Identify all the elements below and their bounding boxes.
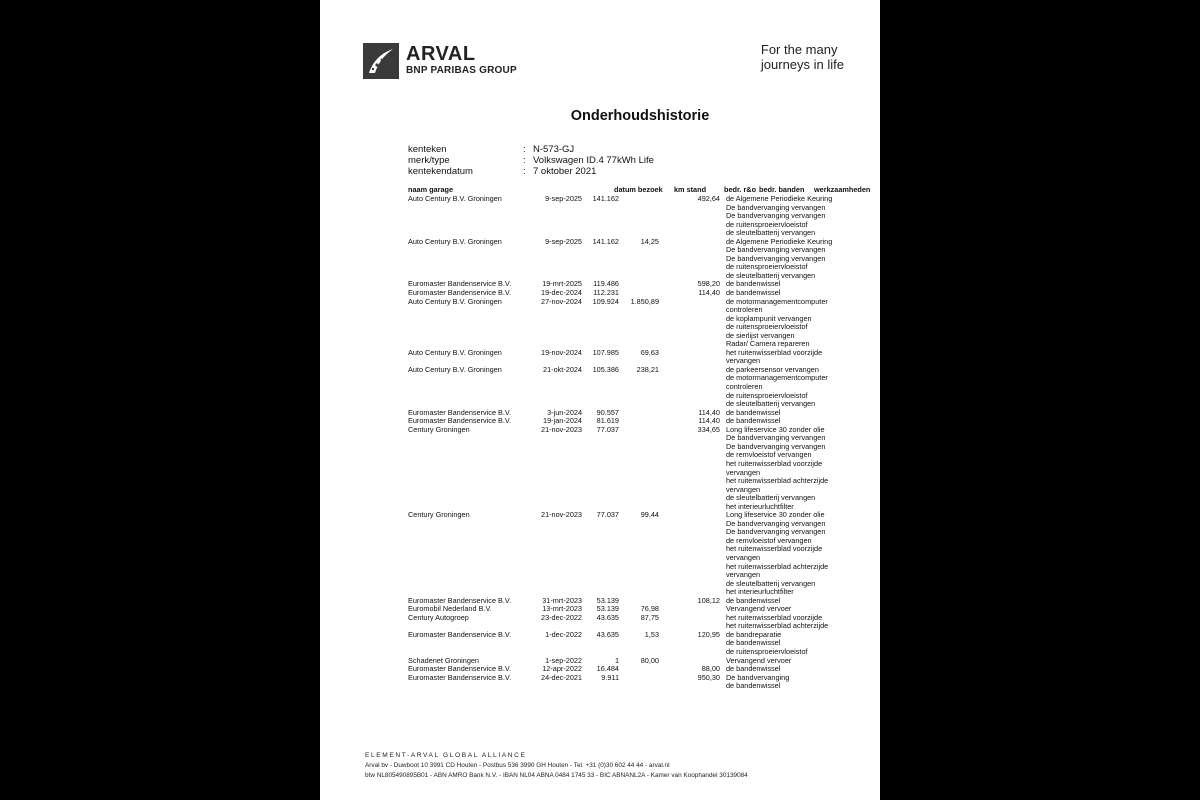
table-row xyxy=(408,323,868,332)
cell-work: de ruitensproeiervloeistof xyxy=(726,262,808,272)
cell-ro: 69,63 xyxy=(640,347,659,357)
cell-date: 19-jan-2024 xyxy=(543,416,582,426)
vehicle-info-value: N-573-GJ xyxy=(533,144,575,155)
cell-work: de parkeersensor vervangen xyxy=(726,364,819,374)
column-header-work: werkzaamheden xyxy=(814,185,871,194)
cell-garage: Euromaster Bandenservice B.V. xyxy=(408,288,512,298)
cell-band: 114,40 xyxy=(698,288,720,298)
cell-date: 3-jun-2024 xyxy=(547,407,582,417)
table-row xyxy=(408,477,868,486)
cell-band: 950,30 xyxy=(697,672,720,682)
cell-work: vervangen xyxy=(726,356,761,366)
cell-garage: Century Groningen xyxy=(408,510,470,520)
cell-work: de Algemene Periodieke Keuring xyxy=(726,236,833,246)
cell-work: de bandenwissel xyxy=(726,416,781,426)
table-row xyxy=(408,580,868,589)
table-row xyxy=(408,298,868,307)
table-row xyxy=(408,563,868,572)
cell-work: de sleutelbatterij vervangen xyxy=(726,270,816,280)
cell-ro: 1,53 xyxy=(644,629,659,639)
footer-address: Arval bv - Duwboot 10 3991 CD Houten - Postbus 536 3990 GH Houten - Tel. +31 (0)30 602 44 44 - arval.nl xyxy=(365,762,670,769)
cell-work: Long lifeservice 30 zonder olie xyxy=(726,510,825,520)
cell-work: De bandvervanging xyxy=(726,672,790,682)
vehicle-info-row xyxy=(408,166,654,177)
maintenance-table xyxy=(408,195,868,691)
cell-band: 334,65 xyxy=(697,424,720,434)
cell-work: de bandenwissel xyxy=(726,279,781,289)
cell-work: de ruitensproeiervloeistof xyxy=(726,322,808,332)
cell-band: 114,40 xyxy=(698,407,720,417)
cell-ro: 80,00 xyxy=(640,655,659,665)
footer-alliance: ELEMENT-ARVAL GLOBAL ALLIANCE xyxy=(365,752,527,759)
cell-km: 77.037 xyxy=(596,510,619,520)
cell-work: het ruitenwisserblad achterzijde xyxy=(726,621,829,631)
cell-date: 31-mrt-2023 xyxy=(542,595,582,605)
vehicle-info-key: kenteken xyxy=(408,144,447,155)
cell-work: Vervangend vervoer xyxy=(726,655,792,665)
cell-garage: Century Groningen xyxy=(408,424,470,434)
cell-work: de remvloeistof vervangen xyxy=(726,535,812,545)
cell-work: het ruitenwisserblad achterzijde xyxy=(726,476,829,486)
cell-km: 16.484 xyxy=(596,664,619,674)
cell-work: het interieurluchtfilter xyxy=(726,501,794,511)
cell-ro: 14,25 xyxy=(640,236,659,246)
cell-ro: 238,21 xyxy=(636,364,659,374)
table-row xyxy=(408,682,868,691)
cell-garage: Auto Century B.V. Groningen xyxy=(408,347,502,357)
table-row xyxy=(408,374,868,383)
table-row xyxy=(408,674,868,683)
cell-work: de bandenwissel xyxy=(726,595,781,605)
cell-work: het ruitenwisserblad achterzijde xyxy=(726,561,829,571)
cell-work: de bandenwissel xyxy=(726,638,781,648)
cell-band: 120,95 xyxy=(697,629,720,639)
vehicle-info-value: 7 oktober 2021 xyxy=(533,166,597,177)
vehicle-info-key: kentekendatum xyxy=(408,166,473,177)
cell-work: De bandvervanging vervangen xyxy=(726,253,826,263)
cell-garage: Euromaster Bandenservice B.V. xyxy=(408,629,512,639)
cell-km: 107.985 xyxy=(592,347,619,357)
cell-work: vervangen xyxy=(726,570,761,580)
cell-work: het ruitenwisserblad voorzijde xyxy=(726,458,823,468)
cell-work: de ruitensproeiervloeistof xyxy=(726,219,808,229)
cell-work: de bandenwissel xyxy=(726,681,781,691)
cell-garage: Auto Century B.V. Groningen xyxy=(408,236,502,246)
brand-group: BNP PARIBAS GROUP xyxy=(406,65,517,76)
cell-ro: 99,44 xyxy=(640,510,659,520)
cell-date: 27-nov-2024 xyxy=(541,296,582,306)
cell-work: de sleutelbatterij vervangen xyxy=(726,399,816,409)
vehicle-info-separator: : xyxy=(523,155,526,166)
cell-ro: 87,75 xyxy=(640,612,659,622)
cell-date: 1-sep-2022 xyxy=(545,655,582,665)
column-header-km: km stand xyxy=(674,185,707,194)
cell-km: 90.557 xyxy=(596,407,619,417)
cell-garage: Euromaster Bandenservice B.V. xyxy=(408,407,512,417)
vehicle-info-row xyxy=(408,144,654,155)
cell-work: de sleutelbatterij vervangen xyxy=(726,493,816,503)
cell-km: 9.911 xyxy=(601,672,619,682)
vehicle-info-value: Volkswagen ID.4 77kWh Life xyxy=(533,155,654,166)
cell-work: controleren xyxy=(726,305,763,315)
cell-garage: Euromaster Bandenservice B.V. xyxy=(408,595,512,605)
cell-work: vervangen xyxy=(726,467,761,477)
cell-work: de bandreparatie xyxy=(726,629,782,639)
cell-km: 43.635 xyxy=(596,612,619,622)
cell-date: 19-mrt-2025 xyxy=(542,279,582,289)
table-row xyxy=(408,494,868,503)
cell-date: 13-mrt-2023 xyxy=(542,604,582,614)
cell-date: 9-sep-2025 xyxy=(545,236,582,246)
cell-date: 23-dec-2022 xyxy=(541,612,582,622)
cell-work: De bandvervanging vervangen xyxy=(726,202,826,212)
cell-work: het ruitenwisserblad voorzijde xyxy=(726,612,823,622)
brand-name: ARVAL xyxy=(406,43,476,65)
cell-work: controleren xyxy=(726,382,763,392)
cell-km: 105.386 xyxy=(592,364,619,374)
cell-work: het ruitenwisserblad voorzijde xyxy=(726,347,823,357)
cell-work: de motormanagementcomputer xyxy=(726,296,828,306)
cell-km: 141.162 xyxy=(592,236,619,246)
cell-band: 88,00 xyxy=(701,664,720,674)
cell-garage: Century Autogroep xyxy=(408,612,469,622)
cell-garage: Euromaster Bandenservice B.V. xyxy=(408,416,512,426)
cell-work: De bandvervanging vervangen xyxy=(726,441,826,451)
cell-band: 108,12 xyxy=(697,595,720,605)
column-header-band: bedr. banden xyxy=(759,185,805,194)
cell-ro: 76,98 xyxy=(640,604,659,614)
footer-registration: btw NL805490895B01 - ABN AMRO Bank N.V. - IBAN NL04 ABNA 0484 1745 33 - BIC ABNANL2A - Kamer van Koophandel 30139084 xyxy=(365,772,748,779)
tagline-line-2: journeys in life xyxy=(760,57,844,72)
cell-band: 492,64 xyxy=(697,194,720,203)
vehicle-info-separator: : xyxy=(523,144,526,155)
cell-garage: Euromaster Bandenservice B.V. xyxy=(408,672,512,682)
cell-work: de sleutelbatterij vervangen xyxy=(726,228,816,238)
vehicle-info-row xyxy=(408,155,654,166)
cell-km: 112.231 xyxy=(593,288,619,298)
cell-work: de sleutelbatterij vervangen xyxy=(726,578,816,588)
cell-km: 77.037 xyxy=(596,424,619,434)
cell-garage: Auto Century B.V. Groningen xyxy=(408,364,502,374)
cell-work: De bandvervanging vervangen xyxy=(726,527,826,537)
table-row xyxy=(408,460,868,469)
cell-garage: Euromobil Nederland B.V. xyxy=(408,604,492,614)
cell-km: 119.486 xyxy=(593,279,619,289)
cell-date: 12-apr-2022 xyxy=(542,664,582,674)
column-header-ro: bedr. r&o xyxy=(724,185,757,194)
cell-garage: Auto Century B.V. Groningen xyxy=(408,194,502,203)
cell-work: de ruitensproeiervloeistof xyxy=(726,646,808,656)
vehicle-info-separator: : xyxy=(523,166,526,177)
cell-work: vervangen xyxy=(726,552,761,562)
cell-work: De bandvervanging vervangen xyxy=(726,211,826,221)
cell-work: Radar/ Camera repareren xyxy=(726,339,810,349)
cell-date: 9-sep-2025 xyxy=(545,194,582,203)
arval-logo-icon xyxy=(363,43,399,79)
cell-date: 19-dec-2024 xyxy=(541,288,582,298)
cell-work: De bandvervanging vervangen xyxy=(726,433,826,443)
cell-garage: Euromaster Bandenservice B.V. xyxy=(408,279,512,289)
cell-garage: Euromaster Bandenservice B.V. xyxy=(408,664,512,674)
cell-work: de motormanagementcomputer xyxy=(726,373,828,383)
cell-km: 1 xyxy=(614,655,619,665)
cell-date: 24-dec-2021 xyxy=(541,672,582,682)
cell-work: het interieurluchtfilter xyxy=(726,587,794,597)
cell-garage: Schadenet Groningen xyxy=(408,655,479,665)
page-footer xyxy=(365,751,748,781)
cell-km: 81.619 xyxy=(596,416,619,426)
cell-km: 53.139 xyxy=(596,595,619,605)
cell-work: De bandvervanging vervangen xyxy=(726,245,826,255)
cell-work: De bandvervanging vervangen xyxy=(726,518,826,528)
cell-work: de sierlijst vervangen xyxy=(726,330,795,340)
brand-tagline xyxy=(761,42,844,72)
cell-garage: Auto Century B.V. Groningen xyxy=(408,296,502,306)
cell-band: 598,20 xyxy=(697,279,720,289)
cell-date: 21-nov-2023 xyxy=(541,424,582,434)
column-header-date: datum bezoek xyxy=(614,185,663,194)
cell-work: de bandenwissel xyxy=(726,664,781,674)
cell-work: de koplampunit vervangen xyxy=(726,313,812,323)
cell-km: 141.162 xyxy=(592,194,619,203)
cell-date: 21-okt-2024 xyxy=(543,364,582,374)
cell-work: de ruitensproeiervloeistof xyxy=(726,390,808,400)
cell-work: de bandenwissel xyxy=(726,407,781,417)
cell-km: 109.924 xyxy=(592,296,619,306)
cell-date: 1-dec-2022 xyxy=(545,629,582,639)
cell-work: de bandenwissel xyxy=(726,288,781,298)
cell-work: de remvloeistof vervangen xyxy=(726,450,812,460)
cell-date: 19-nov-2024 xyxy=(541,347,582,357)
vehicle-info-key: merk/type xyxy=(408,155,450,166)
column-header-garage: naam garage xyxy=(408,185,454,194)
page-title: Onderhoudshistorie xyxy=(570,108,710,124)
table-row xyxy=(408,631,868,640)
cell-work: vervangen xyxy=(726,484,761,494)
table-row xyxy=(408,545,868,554)
tagline-line-1: For the many xyxy=(760,42,838,57)
cell-work: Vervangend vervoer xyxy=(726,604,792,614)
cell-band: 114,40 xyxy=(698,416,720,426)
cell-ro: 1.850,89 xyxy=(630,296,659,306)
vehicle-info xyxy=(408,144,654,177)
table-row xyxy=(408,349,868,358)
cell-km: 53.139 xyxy=(596,604,619,614)
document-page xyxy=(320,0,880,800)
cell-work: de Algemene Periodieke Keuring xyxy=(726,194,833,203)
cell-work: het ruitenwisserblad voorzijde xyxy=(726,544,823,554)
cell-date: 21-nov-2023 xyxy=(541,510,582,520)
cell-km: 43.635 xyxy=(596,629,619,639)
cell-work: Long lifeservice 30 zonder olie xyxy=(726,424,825,434)
